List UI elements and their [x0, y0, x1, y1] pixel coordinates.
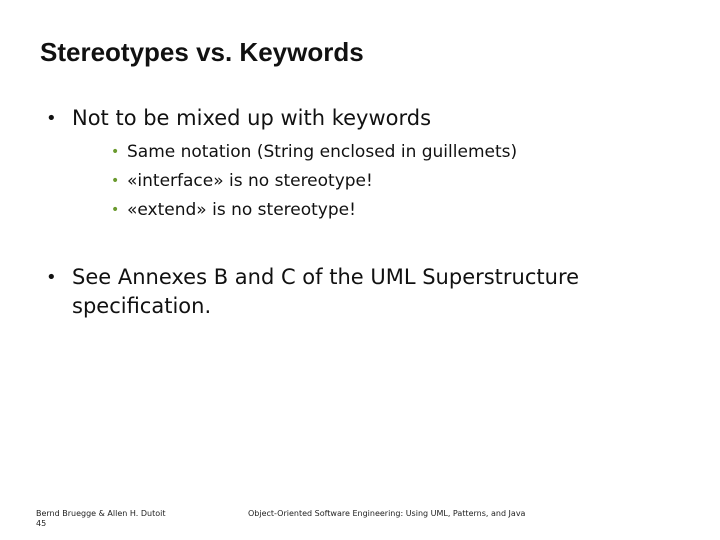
sub-bullet-text: «interface» is no stereotype! [127, 171, 373, 191]
bullet-text: Not to be mixed up with keywords [72, 106, 432, 130]
footer-authors: Bernd Bruegge & Allen H. Dutoit [36, 509, 166, 518]
bullet-text: See Annexes B and C of the UML Superstructure specification. [72, 265, 580, 318]
sub-bullet-dot-icon: • [111, 173, 120, 189]
sub-bullet-dot-icon: • [111, 144, 120, 160]
sub-bullet-text: «extend» is no stereotype! [127, 200, 356, 220]
bullet-dot-icon: • [46, 108, 57, 129]
sub-bullet-list [72, 138, 686, 225]
slide-title: Stereotypes vs. Keywords [40, 37, 364, 67]
sub-bullet-item [111, 196, 686, 225]
bullet-dot-icon: • [46, 267, 57, 288]
bullet-list [46, 104, 686, 321]
sub-bullet-text: Same notation (String enclosed in guillemets) [127, 142, 518, 162]
sub-bullet-item [111, 138, 686, 167]
bullet-item [46, 263, 686, 321]
footer-page-number: 45 [36, 519, 47, 528]
sub-bullet-item [111, 167, 686, 196]
sub-bullet-dot-icon: • [111, 202, 120, 218]
bullet-item [46, 104, 686, 225]
footer-authors-block [36, 509, 165, 529]
footer-book-title: Object-Oriented Software Engineering: Using UML, Patterns, and Java [248, 509, 526, 518]
